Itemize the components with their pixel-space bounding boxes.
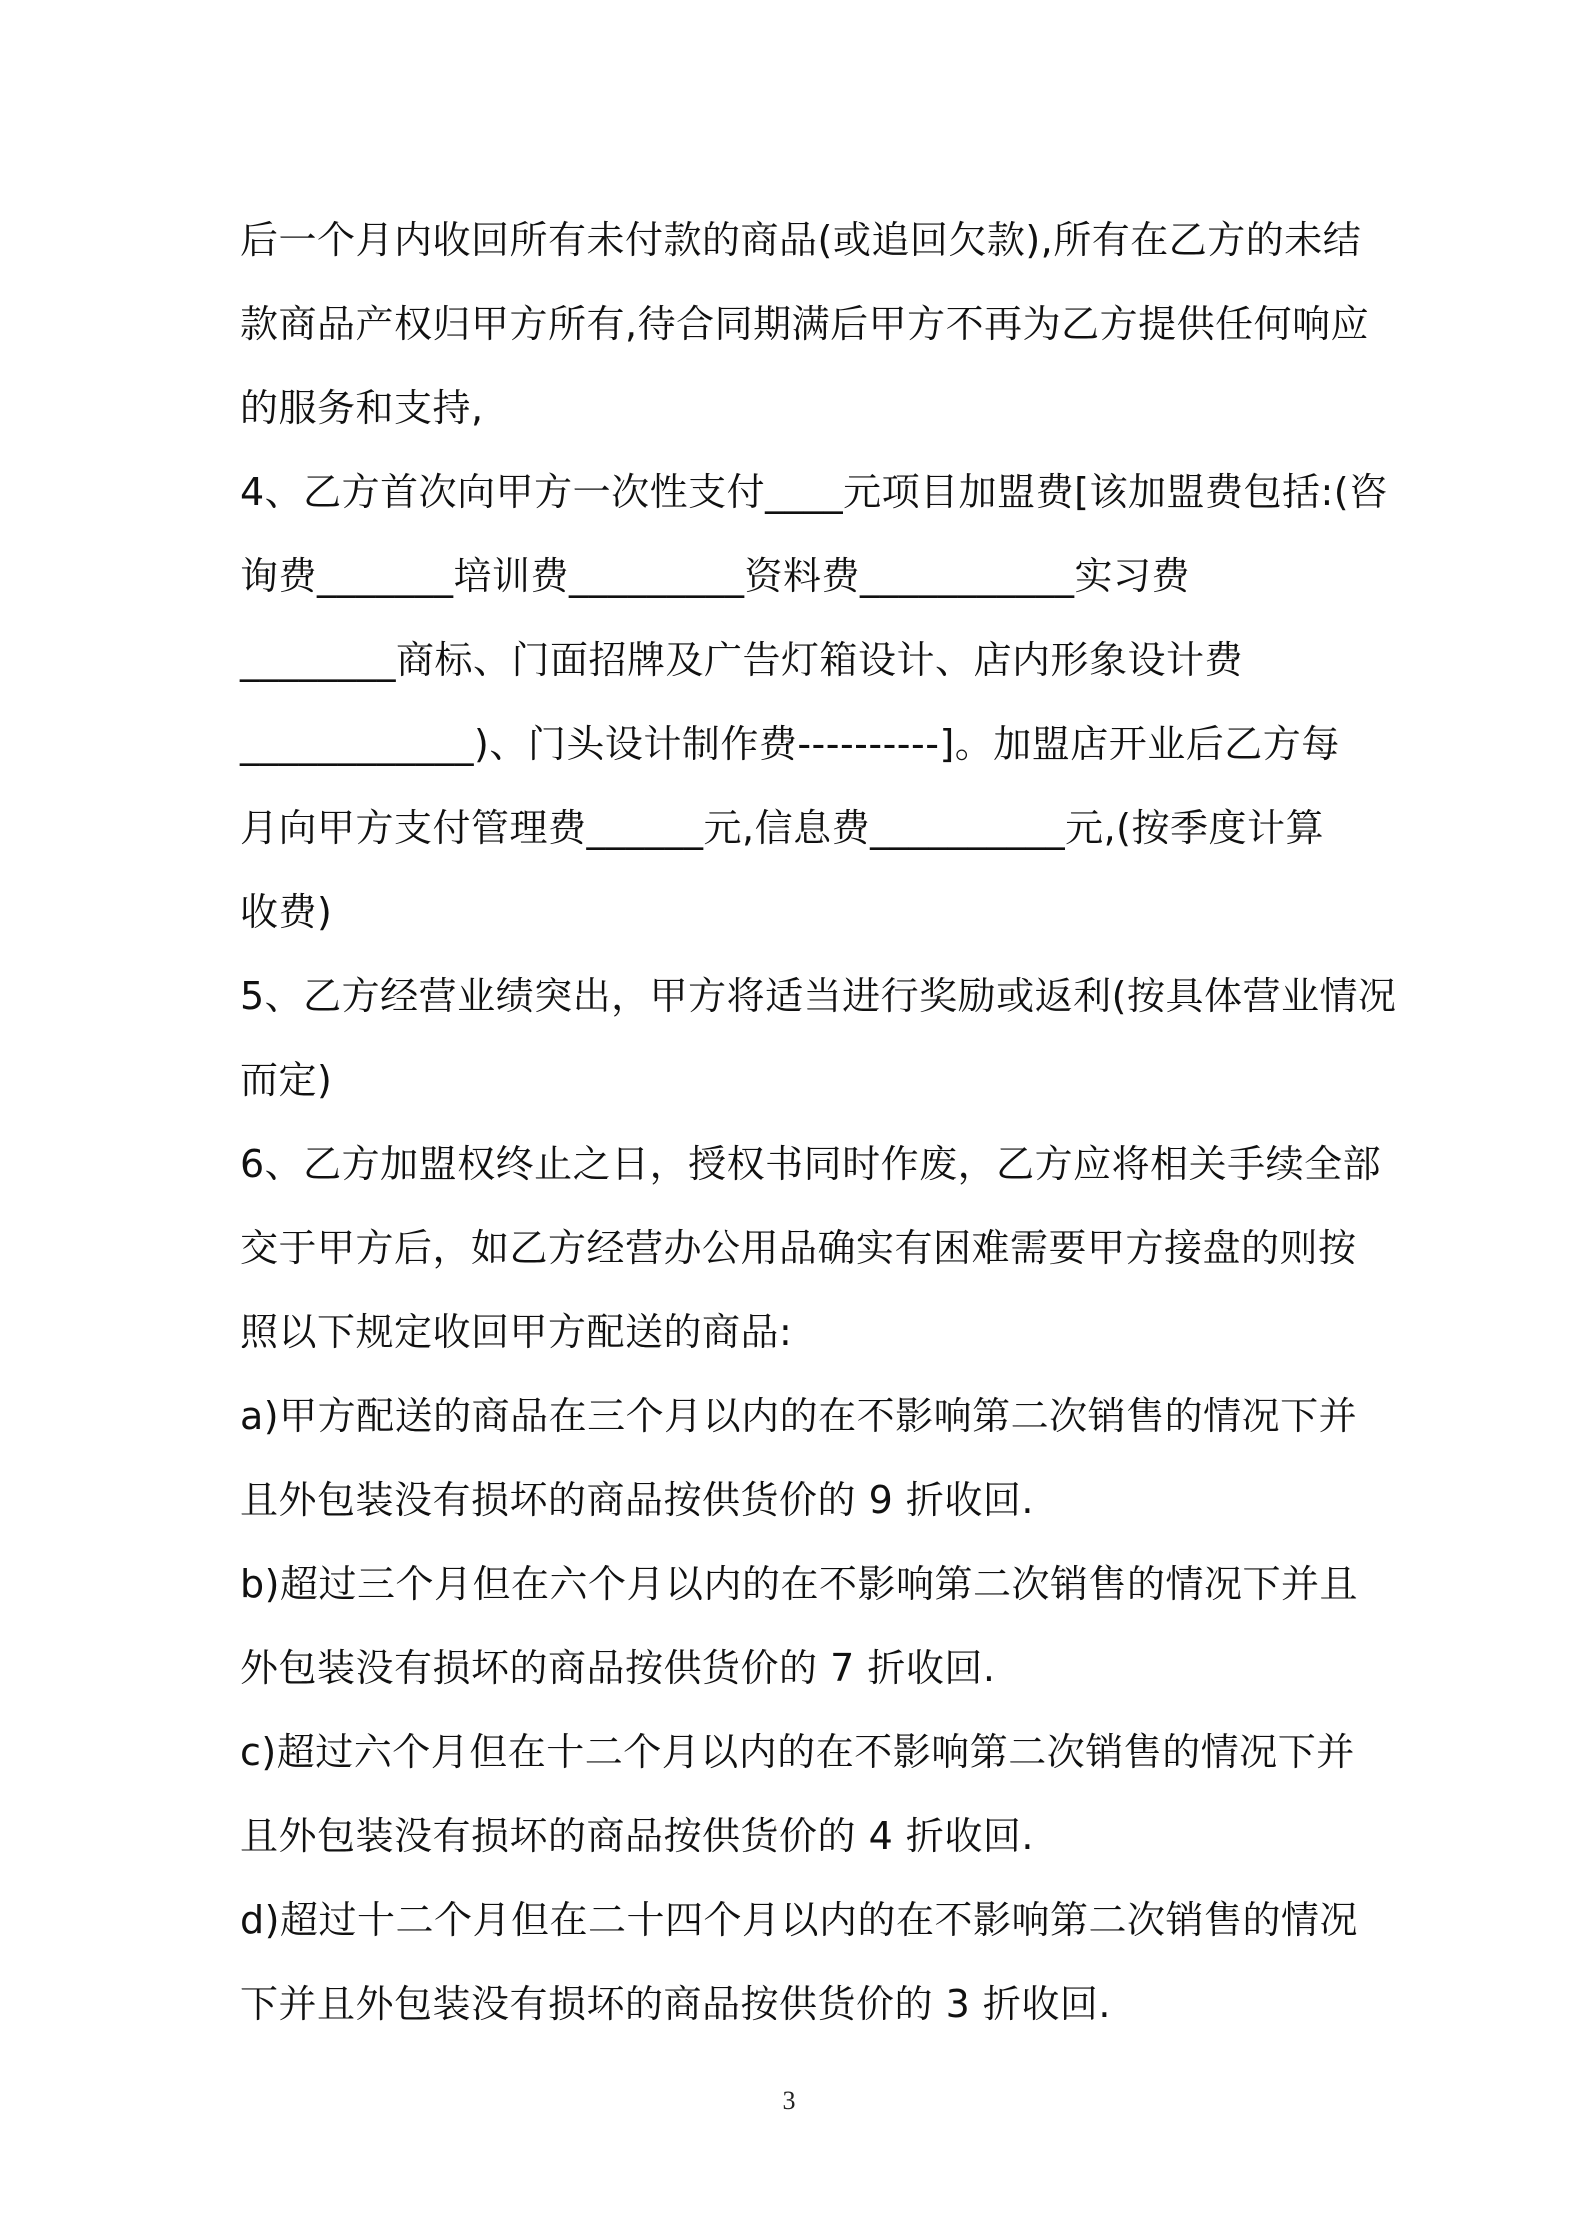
item-b-line: b)超过三个月但在六个月以内的在不影响第二次销售的情况下并且 <box>240 1562 1358 1606</box>
item-d-line: d)超过十二个月但在二十四个月以内的在不影响第二次销售的情况 <box>240 1898 1358 1942</box>
text-line: 且外包装没有损坏的商品按供货价的 9 折收回. <box>240 1478 1034 1522</box>
text-line: 下并且外包装没有损坏的商品按供货价的 3 折收回. <box>240 1982 1111 2026</box>
clause-6-line: 6、乙方加盟权终止之日，授权书同时作废，乙方应将相关手续全部 <box>240 1142 1382 1186</box>
document-body <box>240 198 1397 2046</box>
item-c-line: c)超过六个月但在十二个月以内的在不影响第二次销售的情况下并 <box>240 1730 1355 1774</box>
text-line: 照以下规定收回甲方配送的商品: <box>240 1310 793 1354</box>
item-a-line: a)甲方配送的商品在三个月以内的在不影响第二次销售的情况下并 <box>240 1394 1358 1438</box>
clause-5-line: 5、乙方经营业绩突出，甲方将适当进行奖励或返利(按具体营业情况 <box>240 974 1397 1018</box>
text-line: ____________)、门头设计制作费----------]。加盟店开业后乙方每 <box>240 722 1340 766</box>
text-line: 外包装没有损坏的商品按供货价的 7 折收回. <box>240 1646 996 1690</box>
text-line: 而定) <box>240 1058 333 1102</box>
clause-4-line: 4、乙方首次向甲方一次性支付____元项目加盟费[该加盟费包括:(咨 <box>240 470 1388 514</box>
text-line: 月向甲方支付管理费______元,信息费__________元,(按季度计算 <box>240 806 1324 850</box>
text-line: 款商品产权归甲方所有,待合同期满后甲方不再为乙方提供任何响应 <box>240 302 1370 346</box>
text-line: 交于甲方后，如乙方经营办公用品确实有困难需要甲方接盘的则按 <box>240 1226 1357 1270</box>
text-line: 的服务和支持, <box>240 386 484 430</box>
text-line: 收费) <box>240 890 333 934</box>
text-line: 且外包装没有损坏的商品按供货价的 4 折收回. <box>240 1814 1034 1858</box>
text-line: 询费_______培训费_________资料费___________实习费 <box>240 554 1191 598</box>
page-number: 3 <box>782 2086 796 2115</box>
text-line: ________商标、门面招牌及广告灯箱设计、店内形象设计费 <box>240 638 1244 682</box>
text-line: 后一个月内收回所有未付款的商品(或追回欠款),所有在乙方的未结 <box>240 218 1362 262</box>
